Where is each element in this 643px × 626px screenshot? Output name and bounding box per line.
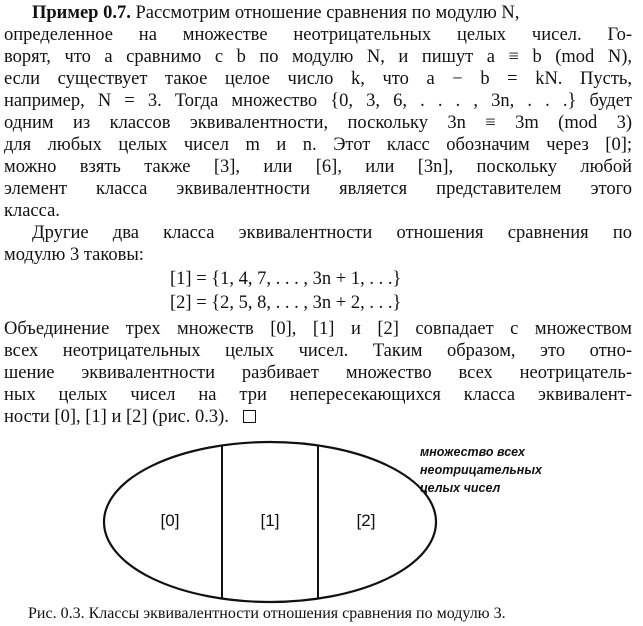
class-label-1: [1] [260, 511, 280, 530]
figure-caption: Рис. 0.3. Классы эквивалентности отношения сравнения по модулю 3. [28, 605, 506, 622]
end-of-proof-icon [243, 410, 256, 423]
formula-class-2: [2] = {2, 5, 8, . . . , 3n + 2, . . .} [170, 293, 402, 313]
class-label-0: [0] [160, 511, 180, 530]
annotation-line-0: множество всех [420, 445, 525, 459]
annotation-line-1: неотрицательных [420, 463, 542, 477]
para3-line-2: шение эквивалентности разбивает множество всех неотрицатель- [4, 363, 632, 383]
example-line-8: элемент класса эквивалентности является представителем этого [4, 179, 632, 199]
annotation-line-2: целых чисел [420, 481, 501, 495]
para3-line-1: всех неотрицательных целых чисел. Таким образом, это отно- [4, 341, 632, 361]
example-line-4: например, N = 3. Тогда множество {0, 3, 6, . . . , 3n, . . .} будет [4, 91, 632, 111]
class-label-2: [2] [356, 511, 376, 530]
equivalence-classes-figure [0, 440, 643, 610]
para2-line-1: модулю 3 таковы: [4, 245, 144, 265]
example-line-6: для любых целых чисел m и n. Этот класс обозначим через [0]; [4, 135, 632, 155]
formula-class-1: [1] = {1, 4, 7, . . . , 3n + 1, . . .} [170, 269, 402, 289]
para3-line-4-text: ности [0], [1] и [2] (рис. 0.3). [4, 407, 229, 427]
para3-line-3: ных целых чисел на три непересекающихся класса эквивалент- [4, 385, 632, 405]
para2-line-0: Другие два класса эквивалентности отношения сравнения по [32, 223, 632, 243]
para3-line-4 [4, 406, 632, 428]
example-line-3: если существует такое целое число k, что a − b = kN. Пусть, [4, 69, 632, 89]
example-line-2: ворят, что a сравнимо с b по модулю N, и пишут a ≡ b (mod N), [4, 47, 632, 67]
example-first-line [4, 2, 632, 24]
example-line-1: определенное на множестве неотрицательных целых чисел. Го- [4, 25, 632, 45]
para3-line-0: Объединение трех множеств [0], [1] и [2] совпадает с множеством [4, 319, 632, 339]
example-label: Пример 0.7. [32, 3, 131, 23]
example-line-9: класса. [4, 201, 60, 221]
example-line-7: можно взять также [3], или [6], или [3n], поскольку любой [4, 157, 632, 177]
example-line-0: Рассмотрим отношение сравнения по модулю N, [135, 3, 520, 23]
example-line-5: одним из классов эквивалентности, поскольку 3n ≡ 3m (mod 3) [4, 113, 632, 133]
